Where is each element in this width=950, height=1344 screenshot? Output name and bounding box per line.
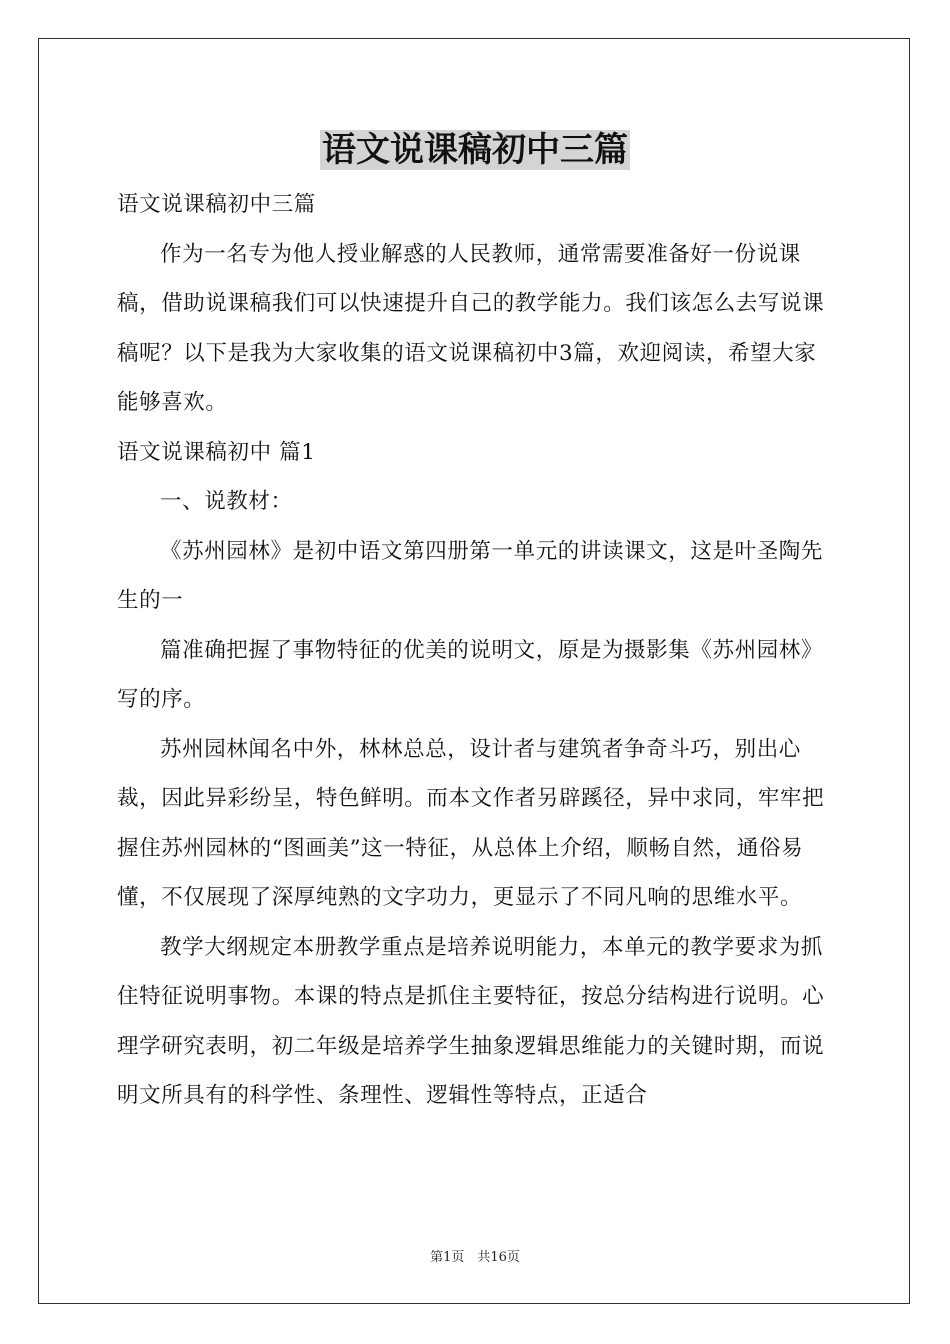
document-title <box>0 122 950 178</box>
paragraph: 苏州园林闻名中外，林林总总，设计者与建筑者争奇斗巧，别出心裁，因此异彩纷呈，特色鲜明。而本文作者另辟蹊径，异中求同，牢牢把握住苏州园林的“图画美”这一特征，从总体上介绍，顺畅自然，通俗易懂，不仅展现了深厚纯熟的文字功力，更显示了不同凡响的思维水平。 <box>117 736 825 910</box>
subsection-heading-materials: 一、说教材： <box>160 489 293 514</box>
paragraph: 篇准确把握了事物特征的优美的说明文，原是为摄影集《苏州园林》写的序。 <box>117 637 824 712</box>
paragraph-intro: 作为一名专为他人授业解惑的人民教师，通常需要准备好一份说课稿，借助说课稿我们可以快速提升自己的教学能力。我们该怎么去写说课稿呢？以下是我为大家收集的语文说课稿初中3篇，欢迎阅读，希望大家能够喜欢。 <box>117 241 825 415</box>
page-footer <box>0 1246 950 1265</box>
paragraph-subtitle: 语文说课稿初中三篇 <box>117 192 316 217</box>
section-heading-1: 语文说课稿初中 篇1 <box>117 439 316 465</box>
page-number-label: 第1页 共16页 <box>430 1250 520 1265</box>
paragraph: 《苏州园林》是初中语文第四册第一单元的讲读课文，这是叶圣陶先生的一 <box>117 538 824 613</box>
document-body <box>117 180 837 1121</box>
document-title-text: 语文说课稿初中三篇 <box>322 130 628 170</box>
paragraph: 教学大纲规定本册教学重点是培养说明能力，本单元的教学要求为抓住特征说明事物。本课的特点是抓住主要特征，按总分结构进行说明。心理学研究表明，初二年级是培养学生抽象逻辑思维能力的关键时期，而说明文所具有的科学性、条理性、逻辑性等特点，正适合 <box>117 934 825 1108</box>
